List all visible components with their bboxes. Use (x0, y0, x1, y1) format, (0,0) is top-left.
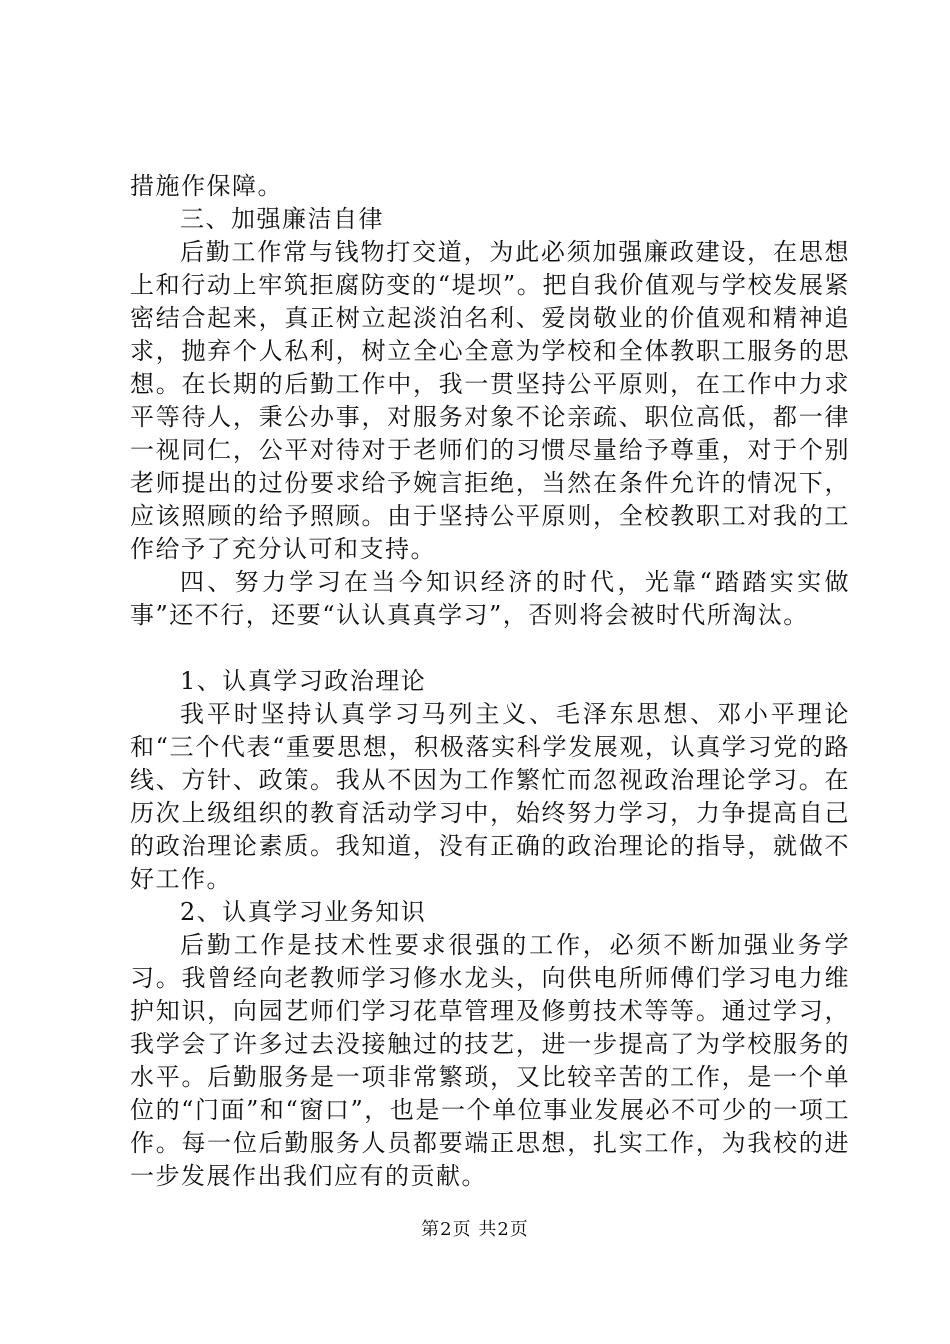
paragraph-political-theory: 我平时坚持认真学习马列主义、毛泽东思想、邓小平理论和“三个代表“重要思想，积极落实科学发展观，认真学习党的路线、方针、政策。我从不因为工作繁忙而忽视政治理论学习。在历次上级组织的教育活动学习中，始终努力学习，力争提高自己的政治理论素质。我知道，没有正确的政治理论的指导，就做不好工作。 (130, 700, 850, 893)
document-body (130, 170, 850, 1193)
page-footer: 第2页 共2页 (421, 1219, 529, 1240)
paragraph-integrity: 后勤工作常与钱物打交道，为此必须加强廉政建设，在思想上和行动上牢筑拒腐防变的“堤坝”。把自我价值观与学校发展紧密结合起来，真正树立起淡泊名利、爱岗敬业的价值观和精神追求，抛弃个人私利，树立全心全意为学校和全体教职工服务的思想。在长期的后勤工作中，我一贯坚持公平原则，在工作中力求平等待人，秉公办事，对服务对象不论亲疏、职位高低，都一律一视同仁，公平对待对于老师们的习惯尽量给予尊重，对于个别老师提出的过份要求给予婉言拒绝，当然在条件允许的情况下，应该照顾的给予照顾。由于坚持公平原则，全校教职工对我的工作给予了充分认可和支持。 (130, 238, 850, 563)
paragraph-continuation: 措施作保障。 (130, 172, 283, 200)
subheading-business-knowledge: 2、认真学习业务知识 (180, 898, 427, 926)
section-heading-study: 四、努力学习在当今知识经济的时代，光靠“踏踏实实做事”还不行，还要“认认真真学习”，否则将会被时代所淘汰。 (130, 568, 850, 629)
section-heading-integrity: 三、加强廉洁自律 (180, 205, 384, 233)
paragraph-spacer (130, 632, 850, 665)
subheading-political-theory: 1、认真学习政治理论 (180, 667, 427, 695)
paragraph-business-knowledge: 后勤工作是技术性要求很强的工作，必须不断加强业务学习。我曾经向老教师学习修水龙头，向供电所师傅们学习电力维护知识，向园艺师们学习花草管理及修剪技术等等。通过学习，我学会了许多过去没接触过的技艺，进一步提高了为学校服务的水平。后勤服务是一项非常繁琐，又比较辛苦的工作，是一个单位的“门面”和“窗口”，也是一个单位事业发展必不可少的一项工作。每一位后勤服务人员都要端正思想，扎实工作，为我校的进一步发展作出我们应有的贡献。 (130, 931, 850, 1190)
